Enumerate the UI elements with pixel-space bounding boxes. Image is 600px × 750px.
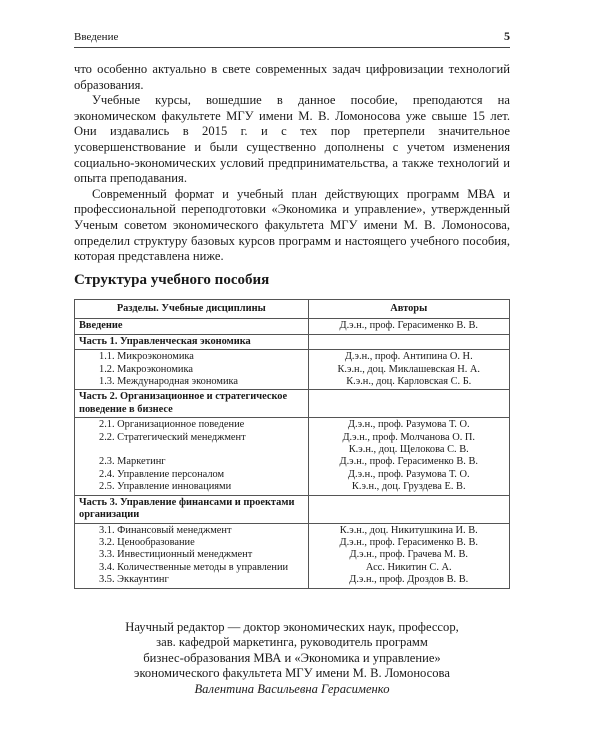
list-item: 3.2. Ценообразование xyxy=(99,536,195,548)
table-row-intro xyxy=(75,319,510,334)
author-name: Д.э.н., проф. Разумова Т. О. xyxy=(347,419,470,431)
table-row-part2-heading xyxy=(75,390,510,418)
author-name: Асс. Никитин С. А. xyxy=(365,561,452,573)
author-name: Д.э.н., проф. Молчанова О. П. xyxy=(342,431,476,443)
intro-author: Д.э.н., проф. Герасименко В. В. xyxy=(308,319,510,334)
list-item: 3.4. Количественные методы в управлении xyxy=(99,561,289,573)
column-header-sections: Разделы. Учебные дисциплины xyxy=(75,300,309,319)
list-item: 1.3. Международная экономика xyxy=(99,376,239,388)
list-item: 1.2. Макроэкономика xyxy=(99,363,193,375)
part2-author-empty xyxy=(308,390,510,418)
section-heading: Структура учебного пособия xyxy=(74,272,270,288)
list-item xyxy=(79,444,304,456)
author-name: Д.э.н., проф. Разумова Т. О. xyxy=(347,468,470,480)
editor-line-3: бизнес-образования МВА и «Экономика и управление» xyxy=(143,650,441,665)
list-item: 3.1. Финансовый менеджмент xyxy=(99,524,232,536)
table-row-part2-items xyxy=(75,418,510,495)
table-row-part1-items xyxy=(75,350,510,390)
list-item: 2.5. Управление инновациями xyxy=(99,481,232,493)
editor-name: Валентина Васильевна Герасименко xyxy=(194,681,390,696)
list-item: 2.3. Маркетинг xyxy=(99,456,166,468)
editor-line-2: зав. кафедрой маркетинга, руководитель программ xyxy=(156,635,428,650)
paragraph-3: Современный формат и учебный план действующих программ МВА и профессиональной переподготовки «Экономика и управление», утвержденный Ученым советом экономического факультета МГУ имени М. В. Ломоносова, определил структуру базовых курсов программ и настоящего учебного пособия, которая представлена ниже. xyxy=(74,186,510,264)
author-name: Д.э.н., проф. Герасименко В. В. xyxy=(339,536,478,548)
paragraph-1: что особенно актуально в свете современных задач цифровизации технологий образования. xyxy=(74,62,510,92)
part2-items xyxy=(75,418,309,495)
table-header-row xyxy=(75,300,510,319)
part3-items xyxy=(75,523,309,588)
running-header xyxy=(74,27,510,48)
list-item: 2.2. Стратегический менеджмент xyxy=(99,431,246,443)
part1-label: Часть 1. Управленческая экономика xyxy=(75,334,309,349)
author-name: К.э.н., доц. Миклашевская Н. А. xyxy=(337,363,481,375)
part1-authors xyxy=(308,350,510,390)
author-name: К.э.н., доц. Груздева Е. В. xyxy=(351,481,466,493)
editor-line-1: Научный редактор — доктор экономических наук, профессор, xyxy=(125,620,459,634)
table-row-part3-items xyxy=(75,523,510,588)
author-name: Д.э.н., проф. Дроздов В. В. xyxy=(349,574,469,586)
page-number: 5 xyxy=(504,29,510,43)
part2-authors xyxy=(308,418,510,495)
list-item: 2.1. Организационное поведение xyxy=(99,419,245,431)
author-name: Д.э.н., проф. Герасименко В. В. xyxy=(339,456,478,468)
paragraph-2: Учебные курсы, вошедшие в данное пособие, преподаются на экономическом факультете МГУ имени М. В. Ломоносова уже свыше 15 лет. Они издавались в 2015 г. и с тех пор претерпели значительное усовершенствование и были существенно дополнены с учетом изменения социально-экономических условий предпринимательства, а также технологий и опыта преподавания. xyxy=(74,93,510,186)
author-name: К.э.н., доц. Никитушкина И. В. xyxy=(339,524,478,536)
part3-authors xyxy=(308,523,510,588)
part2-label: Часть 2. Организационное и стратегическое поведение в бизнесе xyxy=(75,390,309,418)
body-text xyxy=(74,62,510,265)
part1-author-empty xyxy=(308,334,510,349)
list-item: 3.5. Эккаунтинг xyxy=(99,574,169,586)
table-row-part1-heading xyxy=(75,334,510,349)
author-name: К.э.н., доц. Щелокова С. В. xyxy=(348,444,469,456)
author-name: Д.э.н., проф. Грачева М. В. xyxy=(349,549,468,561)
list-item: 2.4. Управление персоналом xyxy=(99,468,225,480)
scientific-editor-block xyxy=(74,620,510,697)
list-item: 1.1. Микроэкономика xyxy=(99,351,194,363)
part3-author-empty xyxy=(308,495,510,523)
editor-line-4: экономического факультета МГУ имени М. В. Ломоносова xyxy=(134,666,450,681)
header-section-title: Введение xyxy=(74,31,119,43)
part1-items xyxy=(75,350,309,390)
author-name: Д.э.н., проф. Антипина О. Н. xyxy=(344,351,473,363)
structure-table xyxy=(74,299,510,589)
column-header-authors: Авторы xyxy=(308,300,510,319)
table-row-part3-heading xyxy=(75,495,510,523)
intro-label: Введение xyxy=(75,319,309,334)
author-name: К.э.н., доц. Карловская С. Б. xyxy=(346,376,472,388)
list-item: 3.3. Инвестиционный менеджмент xyxy=(99,549,253,561)
part3-label: Часть 3. Управление финансами и проектами организации xyxy=(75,495,309,523)
